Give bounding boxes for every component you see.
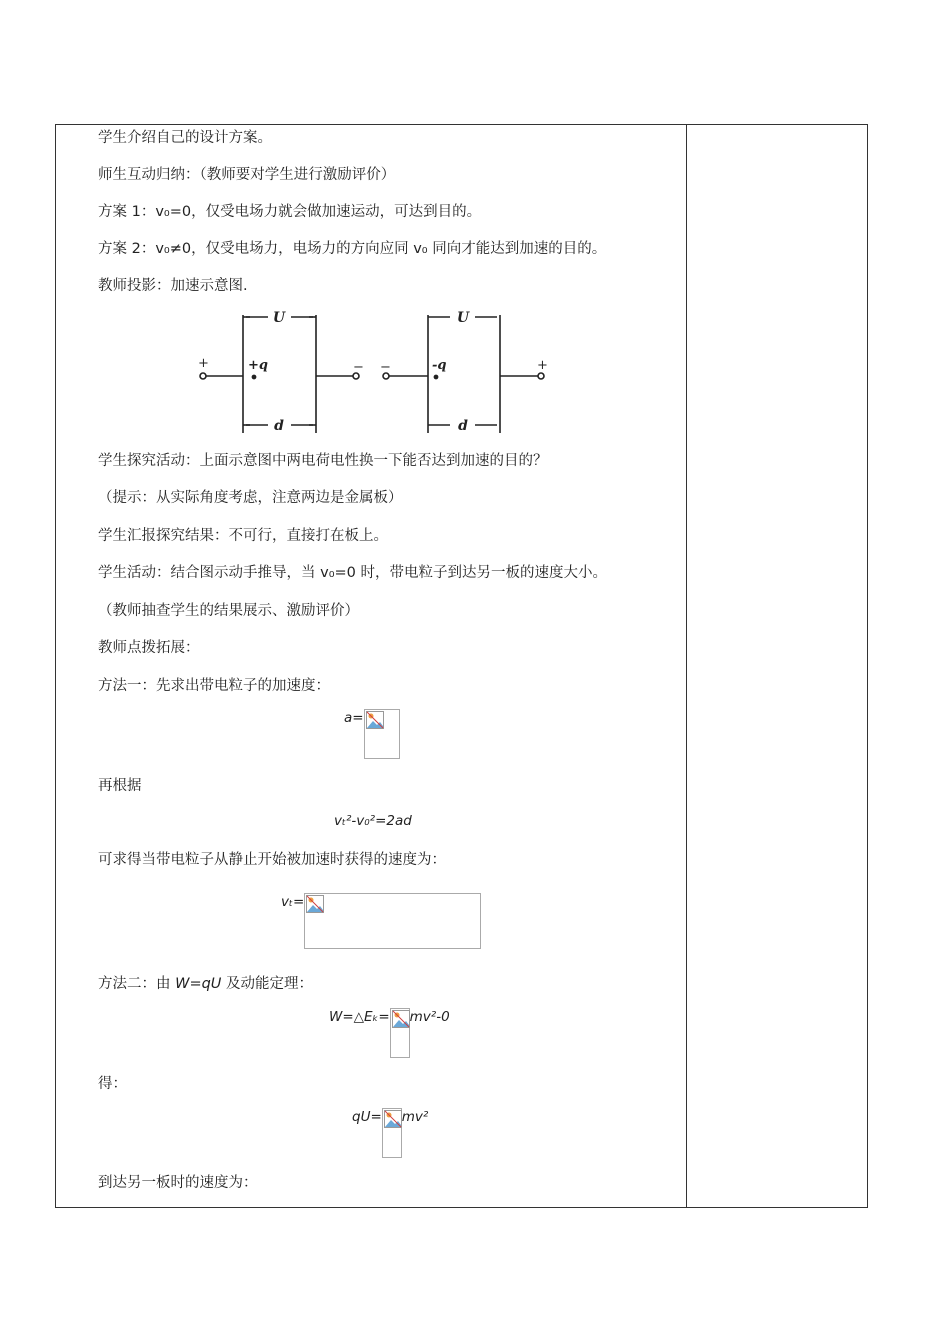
text-line: 方法二：由 W=qU 及动能定理：	[98, 976, 314, 992]
terminal-right-minus: −	[380, 360, 391, 375]
text-line: 再根据	[98, 778, 142, 794]
text-line: 方法一：先求出带电粒子的加速度：	[98, 678, 330, 694]
text-line: 教师点拨拓展：	[98, 640, 200, 656]
terminal-left-minus: −	[353, 360, 364, 375]
text-line: （教师抽查学生的结果展示、激励评价）	[98, 603, 359, 619]
broken-image-icon	[382, 1108, 402, 1158]
text-line: 师生互动归纳：（教师要对学生进行激励评价）	[98, 167, 396, 183]
label-d-left: d	[274, 418, 284, 434]
broken-image-icon	[304, 893, 481, 949]
text-line: 学生活动：结合图示动手推导，当 v₀=0 时，带电粒子到达另一板的速度大小。	[98, 565, 607, 581]
formula-work-energy: W=△Eₖ= mv²-0	[329, 1008, 450, 1058]
text-line: 学生介绍自己的设计方案。	[98, 130, 272, 146]
label-charge-left: +q	[248, 358, 268, 373]
text-line: 学生汇报探究结果：不可行，直接打在板上。	[98, 528, 388, 544]
text-line: 到达另一板时的速度为：	[98, 1175, 258, 1191]
table-column-divider	[686, 124, 687, 1208]
label-d-right: d	[458, 418, 468, 434]
text-line: 得：	[98, 1076, 127, 1092]
label-U-right: U	[456, 310, 470, 326]
broken-image-icon	[364, 709, 400, 759]
formula-velocity: vₜ=	[281, 893, 481, 949]
text-line: 方案 2：v₀≠0，仅受电场力，电场力的方向应同 v₀ 同向才能达到加速的目的。	[98, 241, 607, 257]
broken-image-icon	[390, 1008, 410, 1058]
diagram-left	[200, 315, 359, 433]
label-U-left: U	[272, 310, 286, 326]
acceleration-diagram	[190, 305, 560, 440]
terminal-left-plus: +	[198, 356, 209, 371]
terminal-right-plus: +	[537, 358, 548, 373]
formula-acceleration: a=	[344, 709, 400, 759]
diagram-right	[383, 315, 544, 433]
label-charge-right: -q	[432, 358, 447, 373]
formula-charge-energy: qU= mv²	[352, 1108, 428, 1158]
formula-kinematics: vₜ²-v₀²=2ad	[334, 813, 412, 829]
text-line: 方案 1：v₀=0，仅受电场力就会做加速运动，可达到目的。	[98, 204, 482, 220]
text-line: （提示：从实际角度考虑，注意两边是金属板）	[98, 490, 403, 506]
text-line: 学生探究活动：上面示意图中两电荷电性换一下能否达到加速的目的？	[98, 453, 548, 469]
text-line: 教师投影：加速示意图.	[98, 278, 248, 294]
text-line: 可求得当带电粒子从静止开始被加速时获得的速度为：	[98, 852, 446, 868]
